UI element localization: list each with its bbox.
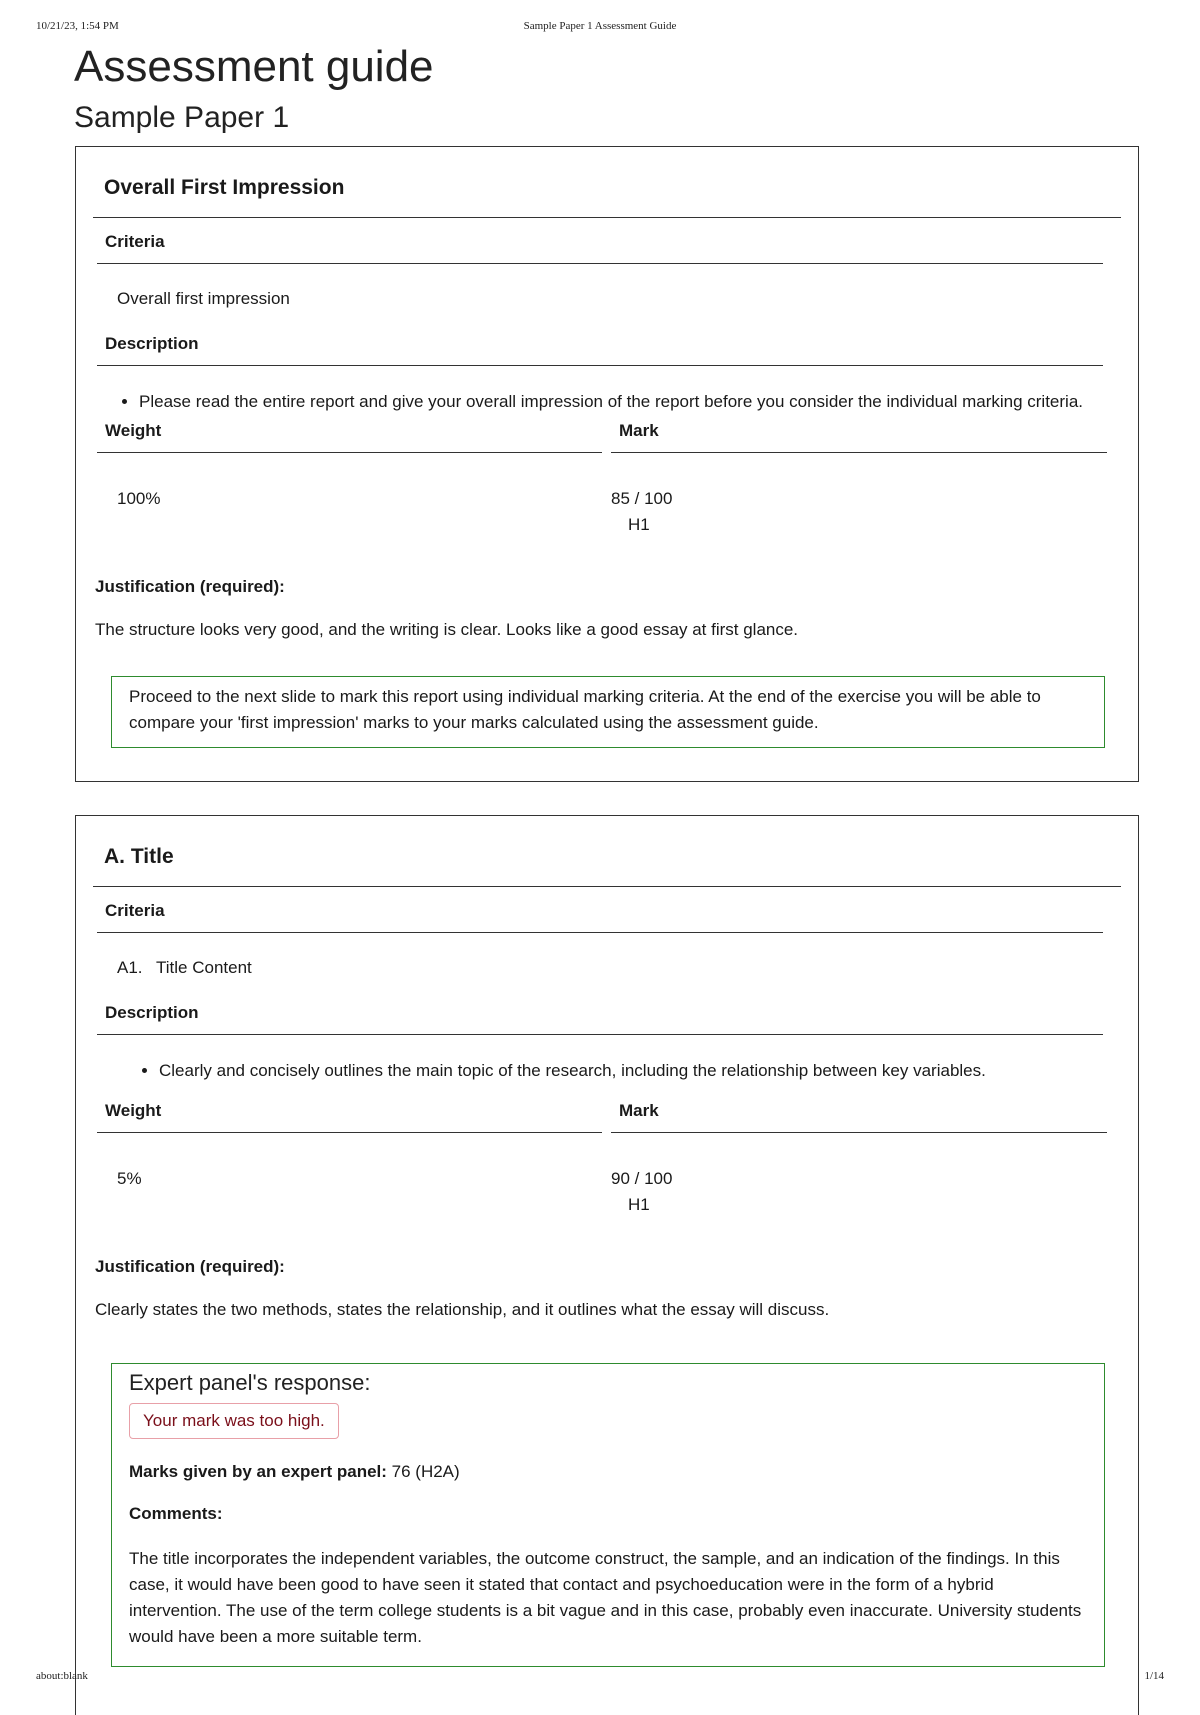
mark-value: 90 / 100 [611,1169,673,1188]
justification-text: Clearly states the two methods, states the relationship, and it outlines what the essay will discuss. [95,1300,830,1319]
expert-comments-text: The title incorporates the independent variables, the outcome construct, the sample, and an indication of the findings. In this case, it would have been good to have seen it stated that contact and psychoeducation were in the form of a hybrid intervention. The use of the term college students is a bit vague and in this case, probably even inaccurate. University students would have been a more suitable term. [129,1549,1082,1646]
criteria-value: Title Content [156,958,252,977]
mark-label-row [611,406,1107,453]
print-page-number: 1/14 [1144,1670,1164,1682]
print-url: about:blank [36,1670,88,1682]
expert-marks-label: Marks given by an expert panel: [129,1462,387,1481]
mark-too-high-alert: Your mark was too high. [129,1403,339,1439]
weight-value: 100% [117,489,161,508]
criteria-number: A1. [117,958,143,977]
section-card-title [75,815,1139,1715]
criteria-label: Criteria [105,901,165,920]
next-slide-note-text: Proceed to the next slide to mark this report using individual marking criteria. At the end of the exercise you will be able to compare your 'first impression' marks to your marks calculated using the assessment guide. [129,687,1041,732]
mark-grade: H1 [628,1195,650,1214]
weight-label-row [97,406,602,453]
weight-label: Weight [105,1101,162,1120]
description-label: Description [105,1003,199,1022]
section-heading: Overall First Impression [104,176,345,199]
mark-label: Mark [619,1101,659,1120]
print-footer [36,1670,1164,1686]
description-label: Description [105,334,199,353]
justification-text: The structure looks very good, and the writing is clear. Looks like a good essay at first glance. [95,620,799,639]
justification-label: Justification (required): [95,1257,285,1276]
criteria-value: Overall first impression [117,289,290,308]
weight-value: 5% [117,1169,142,1188]
section-header [93,816,1121,887]
description-label-row [97,988,1103,1035]
expert-panel-heading: Expert panel's response: [129,1370,371,1395]
mark-label-row [611,1086,1107,1133]
criteria-label-row [97,217,1103,264]
description-item: • Clearly and concisely outlines the main topic of the research, including the relationship between key variables. [159,1058,1119,1084]
page-title: Assessment guide [74,42,434,91]
mark-grade: H1 [628,515,650,534]
expert-panel-marks [129,1462,460,1482]
mark-value: 85 / 100 [611,489,673,508]
criteria-label: Criteria [105,232,165,251]
weight-label: Weight [105,421,162,440]
next-slide-note [111,676,1105,748]
section-heading: A. Title [104,845,174,868]
print-header [36,20,1164,38]
description-label-row [97,319,1103,366]
print-date: 10/21/23, 1:54 PM [36,20,119,32]
expert-comments-label: Comments: [129,1504,223,1523]
expert-panel-box [111,1363,1105,1667]
print-doc-title: Sample Paper 1 Assessment Guide [523,20,677,32]
page-subtitle: Sample Paper 1 [74,101,290,134]
justification-label: Justification (required): [95,577,285,596]
weight-label-row [97,1086,602,1133]
description-list [139,1058,1119,1084]
description-item: • Please read the entire report and give your overall impression of the report before you consider the individual marking criteria. [139,389,1119,415]
mark-label: Mark [619,421,659,440]
section-card-overall-impression [75,146,1139,782]
section-header [93,147,1121,218]
expert-marks-value: 76 (H2A) [391,1462,460,1481]
criteria-label-row [97,886,1103,933]
